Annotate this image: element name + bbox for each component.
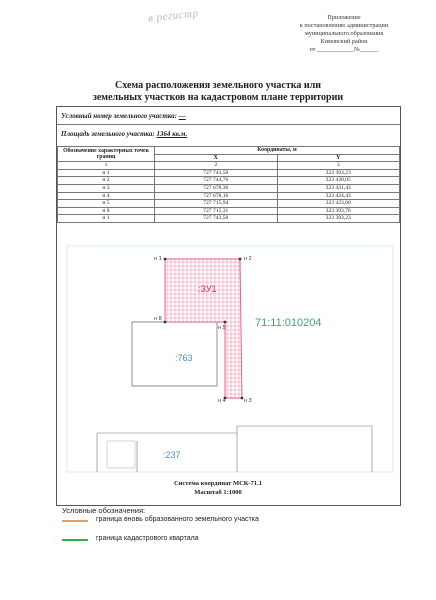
approval-line-2: к постановлению администрации xyxy=(299,22,389,29)
point-column-header: Обозначение характерных точек границ xyxy=(58,147,155,162)
parcel-label: :ЗУ1 xyxy=(198,284,217,294)
point-label-n2: н 2 xyxy=(244,256,252,262)
building-outline xyxy=(107,441,135,468)
y-column-header: Y xyxy=(277,154,400,162)
y-cell: 323 430,05 xyxy=(277,177,400,185)
point-marker xyxy=(224,321,227,324)
title-line-1: Схема расположения земельного участка или xyxy=(114,80,322,91)
table-row xyxy=(58,200,400,208)
approval-line-1: Приложение xyxy=(327,14,361,21)
point-cell: н 2 xyxy=(58,177,155,185)
point-cell: н 5 xyxy=(58,200,155,208)
point-label-n3: н 3 xyxy=(244,398,252,404)
document-title xyxy=(0,80,436,104)
table-row xyxy=(58,169,400,177)
neighbor-parcel-237 xyxy=(97,426,372,472)
point-marker xyxy=(164,321,167,324)
x-cell: 727 715,94 xyxy=(155,200,278,208)
x-cell: 727 744,76 xyxy=(155,177,278,185)
point-marker xyxy=(164,258,167,261)
x-cell: 727 678,36 xyxy=(155,184,278,192)
y-cell: 323 423,68 xyxy=(277,200,400,208)
table-row xyxy=(58,184,400,192)
point-label-n5: н 5 xyxy=(218,325,226,331)
point-cell: н 1 xyxy=(58,169,155,177)
legend-quarter-text: граница кадастрового квартала xyxy=(96,535,199,542)
y-cell: 323 393,23 xyxy=(277,215,400,223)
y-cell: 323 424,43 xyxy=(277,192,400,200)
point-marker xyxy=(241,397,244,400)
y-cell: 323 393,76 xyxy=(277,207,400,215)
area-row xyxy=(57,130,400,138)
y-cell: 323 431,43 xyxy=(277,184,400,192)
point-label-n1: н 1 xyxy=(154,256,162,262)
parcel-zu1 xyxy=(165,259,242,398)
y-cell: 323 393,23 xyxy=(277,169,400,177)
approval-stamp xyxy=(290,14,398,54)
title-line-2: земельных участков на кадастровом плане территории xyxy=(92,92,344,103)
area-value: 1364 кв.м. xyxy=(156,130,188,138)
x-column-header: X xyxy=(155,154,278,162)
approval-line-4: Кимовский район xyxy=(320,38,368,45)
coordinates-table xyxy=(57,146,400,223)
table-row xyxy=(58,207,400,215)
column-number: 2 xyxy=(155,162,278,170)
column-number: 1 xyxy=(58,162,155,170)
legend-quarter-line xyxy=(62,539,88,541)
approval-line-3: муниципального образования xyxy=(304,30,384,37)
approval-line-5: от ____________№______ xyxy=(309,46,379,53)
coordinate-system: Система координат МСК-71.1 xyxy=(173,480,263,487)
point-cell: н 3 xyxy=(58,184,155,192)
point-label-n4: н 4 xyxy=(218,398,226,404)
row-separator xyxy=(57,124,400,125)
x-cell: 727 715,31 xyxy=(155,207,278,215)
conditional-number-label: Условный номер земельного участка: xyxy=(61,112,177,120)
point-cell: н 8 xyxy=(58,207,155,215)
conditional-number-value: — xyxy=(178,112,186,120)
legend-title: Условные обозначения: xyxy=(62,506,146,515)
handwritten-note: в регистр xyxy=(147,7,200,25)
coords-column-header: Координаты, м xyxy=(155,147,400,155)
legend-parcel-line xyxy=(62,520,88,522)
conditional-number-row xyxy=(57,112,400,120)
x-cell: 727 678,16 xyxy=(155,192,278,200)
quarter-label: 71:11:010204 xyxy=(255,317,322,329)
legend-parcel-text: граница вновь образованного земельного участка xyxy=(96,516,259,523)
x-cell: 727 743,50 xyxy=(155,169,278,177)
point-cell: н 1 xyxy=(58,215,155,223)
point-marker xyxy=(239,258,242,261)
table-row xyxy=(58,177,400,185)
neighbor-label-763: :763 xyxy=(175,353,193,363)
x-cell: 727 743,50 xyxy=(155,215,278,223)
table-row xyxy=(58,215,400,223)
column-number: 3 xyxy=(277,162,400,170)
table-row xyxy=(58,192,400,200)
neighbor-label-237: :237 xyxy=(163,450,181,460)
cadastral-map xyxy=(57,236,400,478)
point-cell: н 4 xyxy=(58,192,155,200)
map-scale: Масштаб 1:1000 xyxy=(194,489,242,496)
area-label: Площадь земельного участка: xyxy=(61,130,155,138)
point-label-n8: н 8 xyxy=(154,316,162,322)
